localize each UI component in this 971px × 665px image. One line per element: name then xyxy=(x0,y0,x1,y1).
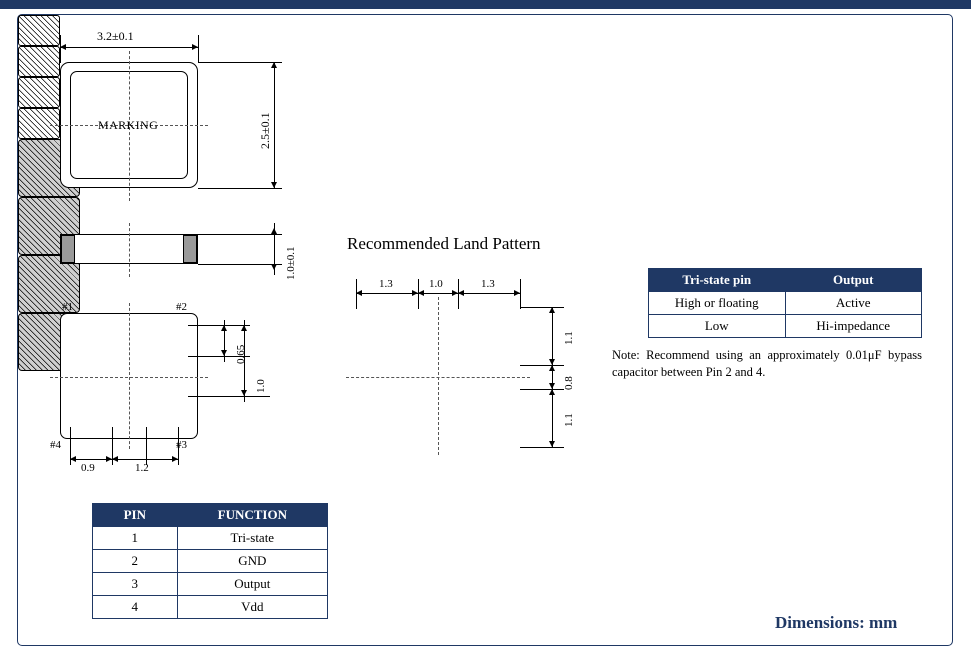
tristate-table-header-row xyxy=(649,269,922,292)
land-dim-line-r3 xyxy=(552,389,553,447)
land-arrow-r3-down xyxy=(549,441,555,447)
dimensions-unit-label: Dimensions: mm xyxy=(775,613,898,632)
table-row xyxy=(93,550,328,573)
center-line-vertical-bottom xyxy=(129,303,130,449)
land-ext-r3 xyxy=(520,389,564,390)
dim-arrow-down-top xyxy=(271,182,277,188)
land-ext-r1 xyxy=(520,307,564,308)
pin-r3-c2: Output xyxy=(177,573,327,596)
tristate-col-pin: Tri-state pin xyxy=(649,269,786,292)
land-dim-r3: 1.1 xyxy=(563,413,575,427)
land-dim-t2: 1.0 xyxy=(429,278,443,290)
dim-pad-height: 0.65 xyxy=(235,344,247,364)
side-pad-right xyxy=(183,235,197,263)
pin-r4-c1: 4 xyxy=(93,596,178,619)
dim-arrow-up-padheight xyxy=(221,325,227,331)
tristate-r2-c2: Hi-impedance xyxy=(785,315,922,338)
land-arrow-t1-left xyxy=(356,290,362,296)
table-row xyxy=(93,596,328,619)
pad-1 xyxy=(18,15,60,46)
bypass-capacitor-note: Note: Recommend using an approximately 0.01μF bypass capacitor between Pin 2 and 4. xyxy=(612,348,922,379)
page-top-accent-bar xyxy=(0,0,971,9)
dim-pad-pitch-v: 1.0 xyxy=(255,379,267,393)
center-line-vertical-side xyxy=(129,223,130,277)
land-center-line-vertical xyxy=(438,297,439,455)
ext-line-bottom-b4 xyxy=(178,427,179,465)
pin-col-pin: PIN xyxy=(93,504,178,527)
dim-arrow-down-pitchv xyxy=(241,390,247,396)
land-arrow-r3-up xyxy=(549,389,555,395)
dim-arrow-left-padwidth xyxy=(70,456,76,462)
pin-r4-c2: Vdd xyxy=(177,596,327,619)
pin-r1-c1: 1 xyxy=(93,527,178,550)
land-dim-t3: 1.3 xyxy=(481,278,495,290)
pad-2 xyxy=(18,46,60,77)
pin-table-header-row xyxy=(93,504,328,527)
dim-width-top: 3.2±0.1 xyxy=(97,29,134,43)
dim-arrow-down-side xyxy=(271,264,277,270)
pin-r3-c1: 3 xyxy=(93,573,178,596)
land-arrow-t3-left xyxy=(458,290,464,296)
dim-line-pad-pitch-h xyxy=(112,459,178,460)
dim-pad-width: 0.9 xyxy=(81,462,95,474)
pin-label-1: #1 xyxy=(62,301,73,313)
ext-line-top-right xyxy=(198,35,199,63)
pin-function-table xyxy=(92,503,328,619)
land-arrow-t2-left xyxy=(418,290,424,296)
dim-pad-pitch-h: 1.2 xyxy=(135,462,149,474)
dim-arrow-up-top xyxy=(271,62,277,68)
dim-arrow-up-side xyxy=(271,228,277,234)
tristate-r1-c2: Active xyxy=(785,292,922,315)
pin-label-2: #2 xyxy=(176,301,187,313)
land-ext-r2 xyxy=(520,365,564,366)
land-dim-t1: 1.3 xyxy=(379,278,393,290)
pin-r2-c2: GND xyxy=(177,550,327,573)
dim-thickness-side: 1.0±0.1 xyxy=(285,246,297,280)
dim-arrow-down-padheight xyxy=(221,350,227,356)
land-dim-r1: 1.1 xyxy=(563,331,575,345)
tristate-r1-c1: High or floating xyxy=(649,292,786,315)
dim-arrow-up-pitchv xyxy=(241,325,247,331)
dim-arrow-right-top xyxy=(192,44,198,50)
pad-4 xyxy=(18,77,60,108)
dim-arrow-right-pitchh xyxy=(172,456,178,462)
drawing-sheet xyxy=(17,14,953,646)
ext-line-side-bottom xyxy=(198,264,282,265)
land-dim-r2: 0.8 xyxy=(563,376,575,390)
land-arrow-t3-right xyxy=(514,290,520,296)
side-pad-left xyxy=(61,235,75,263)
pin-label-3: #3 xyxy=(176,439,187,451)
land-arrow-r1-up xyxy=(549,307,555,313)
dim-arrow-left-top xyxy=(60,44,66,50)
ext-line-right-lower xyxy=(198,188,282,189)
land-arrow-r2-up xyxy=(549,365,555,371)
land-ext-t4 xyxy=(520,279,521,309)
dim-line-height-top xyxy=(274,62,275,188)
ext-line-side-top xyxy=(198,234,282,235)
land-dim-line-r1 xyxy=(552,307,553,365)
land-pattern-title: Recommended Land Pattern xyxy=(347,234,541,253)
pin-r1-c2: Tri-state xyxy=(177,527,327,550)
pad-3 xyxy=(18,108,60,139)
table-row xyxy=(649,292,922,315)
dim-line-width-top xyxy=(60,47,198,48)
table-row xyxy=(93,527,328,550)
pin-col-function: FUNCTION xyxy=(177,504,327,527)
center-line-horizontal-bottom xyxy=(50,377,208,378)
dim-height-top: 2.5±0.1 xyxy=(258,112,272,149)
pin-label-4: #4 xyxy=(50,439,61,451)
land-dim-line-t1 xyxy=(356,293,418,294)
table-row xyxy=(93,573,328,596)
tristate-col-output: Output xyxy=(785,269,922,292)
land-dim-line-t3 xyxy=(458,293,520,294)
dim-arrow-left-pitchh xyxy=(112,456,118,462)
marking-label: MARKING xyxy=(98,118,159,132)
land-ext-r4 xyxy=(520,447,564,448)
ext-line-right-upper xyxy=(198,62,282,63)
tristate-table xyxy=(648,268,922,338)
pin-r2-c1: 2 xyxy=(93,550,178,573)
table-row xyxy=(649,315,922,338)
tristate-r2-c1: Low xyxy=(649,315,786,338)
ext-line-bottom-r3 xyxy=(188,396,270,397)
